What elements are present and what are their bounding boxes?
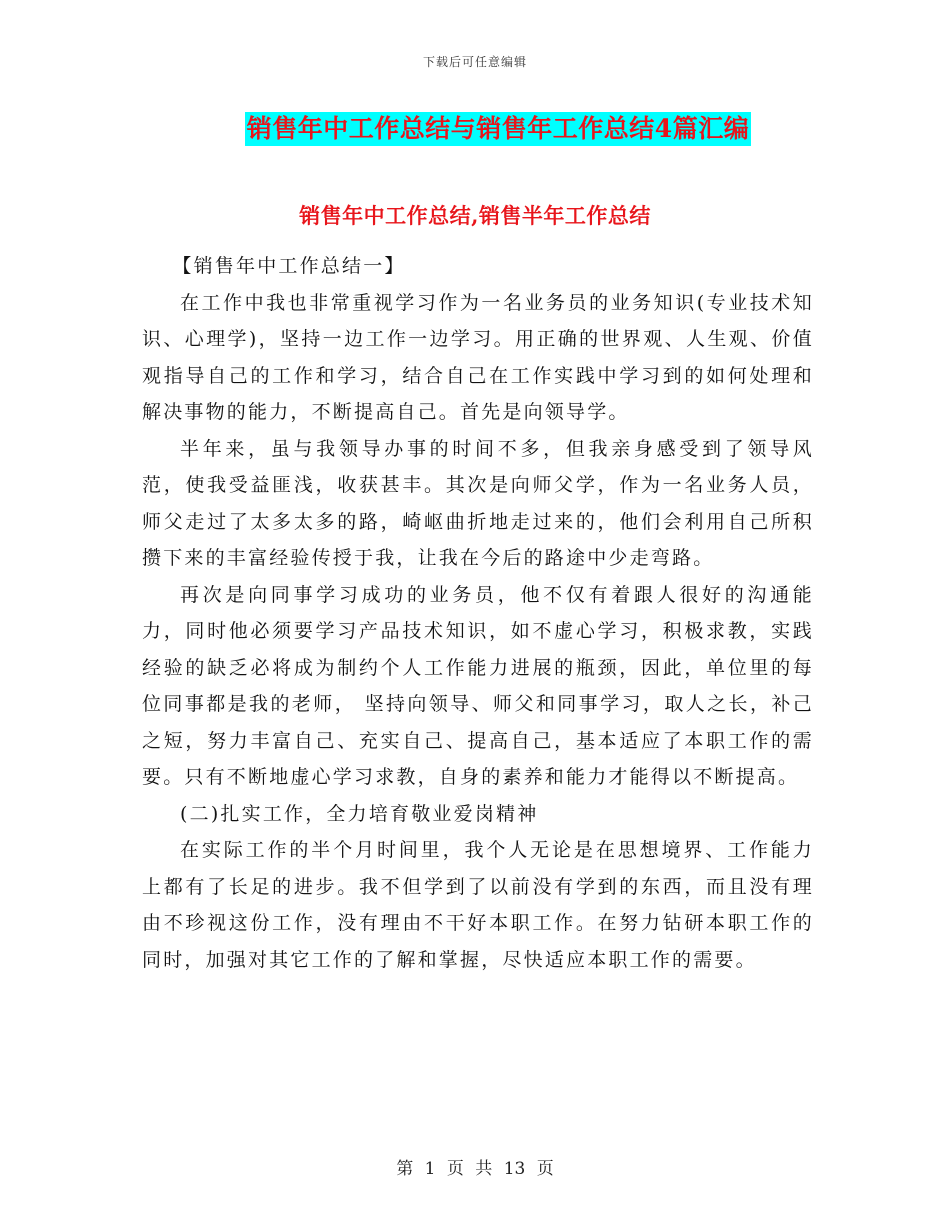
document-body (142, 248, 814, 978)
paragraph-4: 在实际工作的半个月时间里，我个人无论是在思想境界、工作能力上都有了长足的进步。我不但学到了以前没有学到的东西，而且没有理由不珍视这份工作，没有理由不干好本职工作。在努力钻研本职工作的同时，加强对其它工作的了解和掌握，尽快适应本职工作的需要。 (142, 839, 814, 971)
paragraph-3: 再次是向同事学习成功的业务员，他不仅有着跟人很好的沟通能力，同时他必须要学习产品技术知识，如不虚心学习，积极求教，实践经验的缺乏必将成为制约个人工作能力进展的瓶颈，因此，单位里的每位同事都是我的老师， 坚持向领导、师父和同事学习，取人之长，补己之短，努力丰富自己、充实自己、提高自己，基本适应了本职工作的需要。只有不断地虚心学习求教，自身的素养和能力才能得以不断提高。 (142, 583, 814, 788)
header-note: 下载后可任意编辑 (422, 55, 527, 69)
page-indicator: 第 1 页 共 13 页 (396, 1159, 554, 1179)
main-title-container (0, 112, 950, 146)
paragraph-2: 半年来，虽与我领导办事的时间不多，但我亲身感受到了领导风范，使我受益匪浅，收获甚丰。其次是向师父学，作为一名业务人员，师父走过了太多太多的路，崎岖曲折地走过来的，他们会利用自己所积攒下来的丰富经验传授于我，让我在今后的路途中少走弯路。 (142, 437, 814, 569)
main-title: 销售年中工作总结与销售年工作总结4篇汇编 (245, 112, 751, 146)
sub-title: 销售年中工作总结,销售半年工作总结 (299, 203, 651, 228)
section-label: 【销售年中工作总结一】 (172, 255, 406, 277)
paragraph-1: 在工作中我也非常重视学习作为一名业务员的业务知识(专业技术知识、心理学)，坚持一边工作一边学习。用正确的世界观、人生观、价值观指导自己的工作和学习，结合自己在工作实践中学习到的如何处理和解决事物的能力，不断提高自己。首先是向领导学。 (142, 291, 814, 423)
subsection-heading: (二)扎实工作，全力培育敬业爱岗精神 (180, 802, 539, 825)
